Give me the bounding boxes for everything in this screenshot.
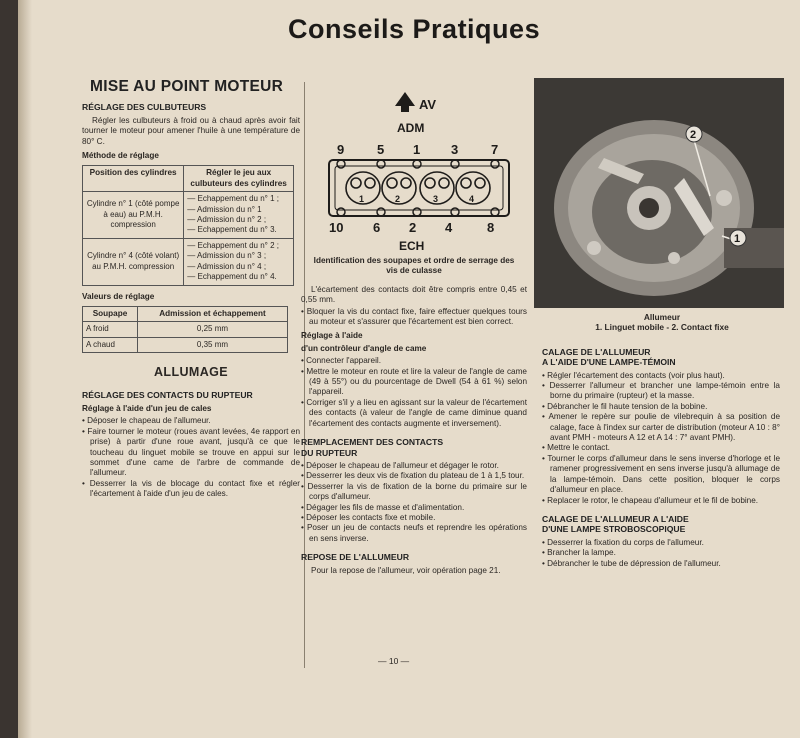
- table-cell: Cylindre n° 4 (côté volant) au P.M.H. compression: [83, 238, 184, 285]
- column-right: [528, 78, 796, 569]
- table-header: Position des cylindres: [83, 166, 184, 192]
- list-item: • Amener le repère sur poulie de vilebrequin à sa position de calage, face à l'index sur carter de distribution (moteur A 10 : 8° avant PMH - moteurs A 12 et A 14 : 7° avant PMH).: [542, 412, 780, 443]
- list-item: • Brancher la lampe.: [542, 548, 616, 558]
- table-row: [83, 322, 288, 337]
- rupteur-heading: RÉGLAGE DES CONTACTS DU RUPTEUR: [82, 389, 253, 400]
- table-cell: 0,35 mm: [137, 337, 287, 352]
- column-left: [82, 78, 300, 500]
- controleur-list: [301, 356, 527, 429]
- list-item: • Déposer le chapeau de l'allumeur et dégager le rotor.: [301, 460, 499, 470]
- cylinder-head-diagram: [301, 78, 527, 254]
- list-item: • Mettre le moteur en route et lire la valeur de l'angle de came (49 à 55°) ou du pourcentage de Dwell (54 à 61 %) selon l'appareil.: [301, 366, 527, 397]
- list-item: • Régler l'écartement des contacts (voir plus haut).: [542, 370, 725, 380]
- allumage-title: ALLUMAGE: [153, 365, 229, 380]
- list-item: • Poser un jeu de contacts neufs et reprendre les opérations en sens inverse.: [301, 523, 527, 543]
- bolt-holes: [337, 160, 499, 216]
- distributor-photo: [534, 78, 784, 308]
- list-item: • Débrancher le fil haute tension de la bobine.: [542, 401, 708, 411]
- table-row: [83, 238, 294, 285]
- page-title: Conseils Pratiques: [288, 14, 541, 44]
- table-cell: A froid: [83, 322, 138, 337]
- cales-subheading: Réglage à l'aide d'un jeu de cales: [82, 403, 212, 413]
- bloquer-list: [301, 307, 527, 328]
- method-table: [82, 165, 294, 285]
- strobo-heading-2: D'UNE LAMPE STROBOSCOPIQUE: [542, 524, 686, 535]
- culbuteurs-intro: Régler les culbuteurs à froid ou à chaud après avoir fait tourner le moteur pour amener l'huile à une température de 80° C.: [82, 115, 300, 146]
- list-item: • Bloquer la vis du contact fixe, faire effectuer quelques tours au moteur et s'assurer que l'écartement est bien correct.: [301, 306, 527, 327]
- bolt-number: 4: [445, 220, 453, 235]
- list-item: • Desserrer la fixation du corps de l'allumeur.: [542, 537, 704, 547]
- valve-item: — Admission du n° 1: [187, 204, 262, 214]
- remplacement-heading-2: DU RUPTEUR: [301, 447, 358, 458]
- bolt-number: 9: [337, 142, 345, 157]
- cylinder-number: 1: [359, 194, 365, 204]
- list-item: • Replacer le rotor, le chapeau d'allumeur et le fil de bobine.: [542, 495, 759, 505]
- valve-item: — Admission du n° 2 ;: [187, 215, 267, 225]
- list-item: • Dégager les fils de masse et d'alimentation.: [301, 502, 465, 512]
- values-heading: Valeurs de réglage: [82, 291, 155, 301]
- bolt-number: 2: [409, 220, 417, 235]
- list-item: • Connecter l'appareil.: [301, 356, 381, 366]
- photo-caption-title: Allumeur: [643, 312, 681, 322]
- strobo-heading-1: CALAGE DE L'ALLUMEUR A L'AIDE: [542, 513, 689, 524]
- repose-text: Pour la repose de l'allumeur, voir opération page 21.: [311, 565, 501, 575]
- bolt-number: 10: [329, 220, 344, 235]
- lampe-heading-1: CALAGE DE L'ALLUMEUR: [542, 346, 651, 357]
- repose-heading: REPOSE DE L'ALLUMEUR: [301, 552, 410, 563]
- bolt-number: 8: [487, 220, 495, 235]
- bolt-number: 5: [377, 142, 385, 157]
- list-item: • Faire tourner le moteur (roues avant levées, 4e rapport en prise) à partir d'une roue avant, jusqu'à ce que le toucheau du linguet mobile se trouve en appui sur le sommet d'une came de l'arbre de commande de l'allumeur.: [82, 426, 300, 478]
- adm-label: ADM: [397, 121, 425, 135]
- culbuteurs-heading: RÉGLAGE DES CULBUTEURS: [82, 102, 207, 113]
- front-arrow-icon: [395, 92, 415, 112]
- list-item: • Desserrer la vis de blocage du contact fixe et régler l'écartement à l'aide d'un jeu de cales.: [82, 478, 300, 499]
- valve-item: — Admission du n° 4 ;: [187, 261, 267, 271]
- table-cell: A chaud: [83, 337, 138, 352]
- cylinder-number: 3: [433, 194, 439, 204]
- bolt-number: 1: [413, 142, 421, 157]
- remplacement-list: [301, 461, 527, 544]
- valve-item: — Echappement du n° 3.: [187, 225, 277, 235]
- lampe-heading-2: A L'AIDE D'UNE LAMPE-TÉMOIN: [542, 357, 676, 368]
- table-header: Régler le jeu aux culbuteurs des cylindres: [184, 166, 294, 192]
- values-table: [82, 306, 288, 353]
- valve-item: — Echappement du n° 1 ;: [187, 194, 279, 204]
- table-header: Soupape: [83, 306, 138, 321]
- cales-list: [82, 416, 300, 499]
- cylinder-number: 2: [395, 194, 401, 204]
- valve-item: — Admission du n° 3 ;: [187, 251, 267, 261]
- list-item: • Tourner le corps d'allumeur dans le sens inverse d'horloge et le ramener progressivement en sens inverse jusqu'à allumage de la lampe-témoin. Dans cette position, bloquer le corps d'allumeur en place.: [542, 453, 780, 495]
- table-cell: 0,25 mm: [137, 322, 287, 337]
- table-header-row: [83, 306, 288, 321]
- list-item: • Débrancher le tube de dépression de l'allumeur.: [542, 558, 721, 568]
- remplacement-heading-1: REMPLACEMENT DES CONTACTS: [301, 437, 444, 448]
- table-cell: Cylindre n° 1 (côté pompe à eau) au P.M.H. compression: [83, 192, 184, 239]
- valve-item: — Echappement du n° 2 ;: [187, 240, 279, 250]
- list-item: • Desserrer l'allumeur et brancher une lampe-témoin entre la borne du primaire (rupteur) et la masse.: [542, 381, 780, 401]
- bolt-number: 6: [373, 220, 381, 235]
- cylinder-number: 4: [469, 194, 475, 204]
- photo-label-1: 1: [734, 233, 741, 245]
- bolt-number: 3: [451, 142, 459, 157]
- section-title: MISE AU POINT MOTEUR: [90, 78, 284, 95]
- table-row: [83, 192, 294, 239]
- ecartement-text: L'écartement des contacts doit être compris entre 0,45 et 0,55 mm.: [301, 284, 527, 305]
- list-item: • Desserrer la vis de fixation de la borne du primaire sur le corps d'allumeur.: [301, 481, 527, 502]
- diagram-caption: Identification des soupapes et ordre de serrage des vis de culasse: [313, 256, 515, 276]
- strobo-list: [542, 538, 780, 569]
- document-page: [18, 0, 800, 738]
- arrow-label: AV: [419, 97, 437, 112]
- list-item: • Corriger s'il y a lieu en agissant sur la valeur de l'écartement des contacts (à valeur de l'angle de came diminue quand l'écartement des contacts augmente et inversement).: [301, 397, 527, 428]
- photo-label-2: 2: [690, 129, 697, 141]
- table-cell: [184, 192, 294, 239]
- table-header-row: [83, 166, 294, 192]
- method-heading: Méthode de réglage: [82, 151, 159, 161]
- table-row: [83, 337, 288, 352]
- list-item: • Déposer les contacts fixe et mobile.: [301, 512, 436, 522]
- list-item: • Mettre le contact.: [542, 443, 610, 453]
- lampe-list: [542, 371, 780, 506]
- list-item: • Desserrer les deux vis de fixation du plateau de 1 à 1,5 tour.: [301, 471, 525, 481]
- bolt-number: 7: [491, 142, 499, 157]
- page-number: — 10 —: [378, 656, 410, 666]
- column-middle: [301, 78, 527, 577]
- table-header: Admission et échappement: [137, 306, 287, 321]
- table-cell: [184, 238, 294, 285]
- controleur-heading-1: Réglage à l'aide: [301, 331, 363, 341]
- photo-caption-text: 1. Linguet mobile - 2. Contact fixe: [595, 322, 729, 333]
- valve-item: — Echappement du n° 4.: [187, 272, 277, 282]
- list-item: • Déposer le chapeau de l'allumeur.: [82, 416, 211, 426]
- ech-label: ECH: [399, 239, 425, 253]
- controleur-heading-2: d'un contrôleur d'angle de came: [301, 343, 427, 353]
